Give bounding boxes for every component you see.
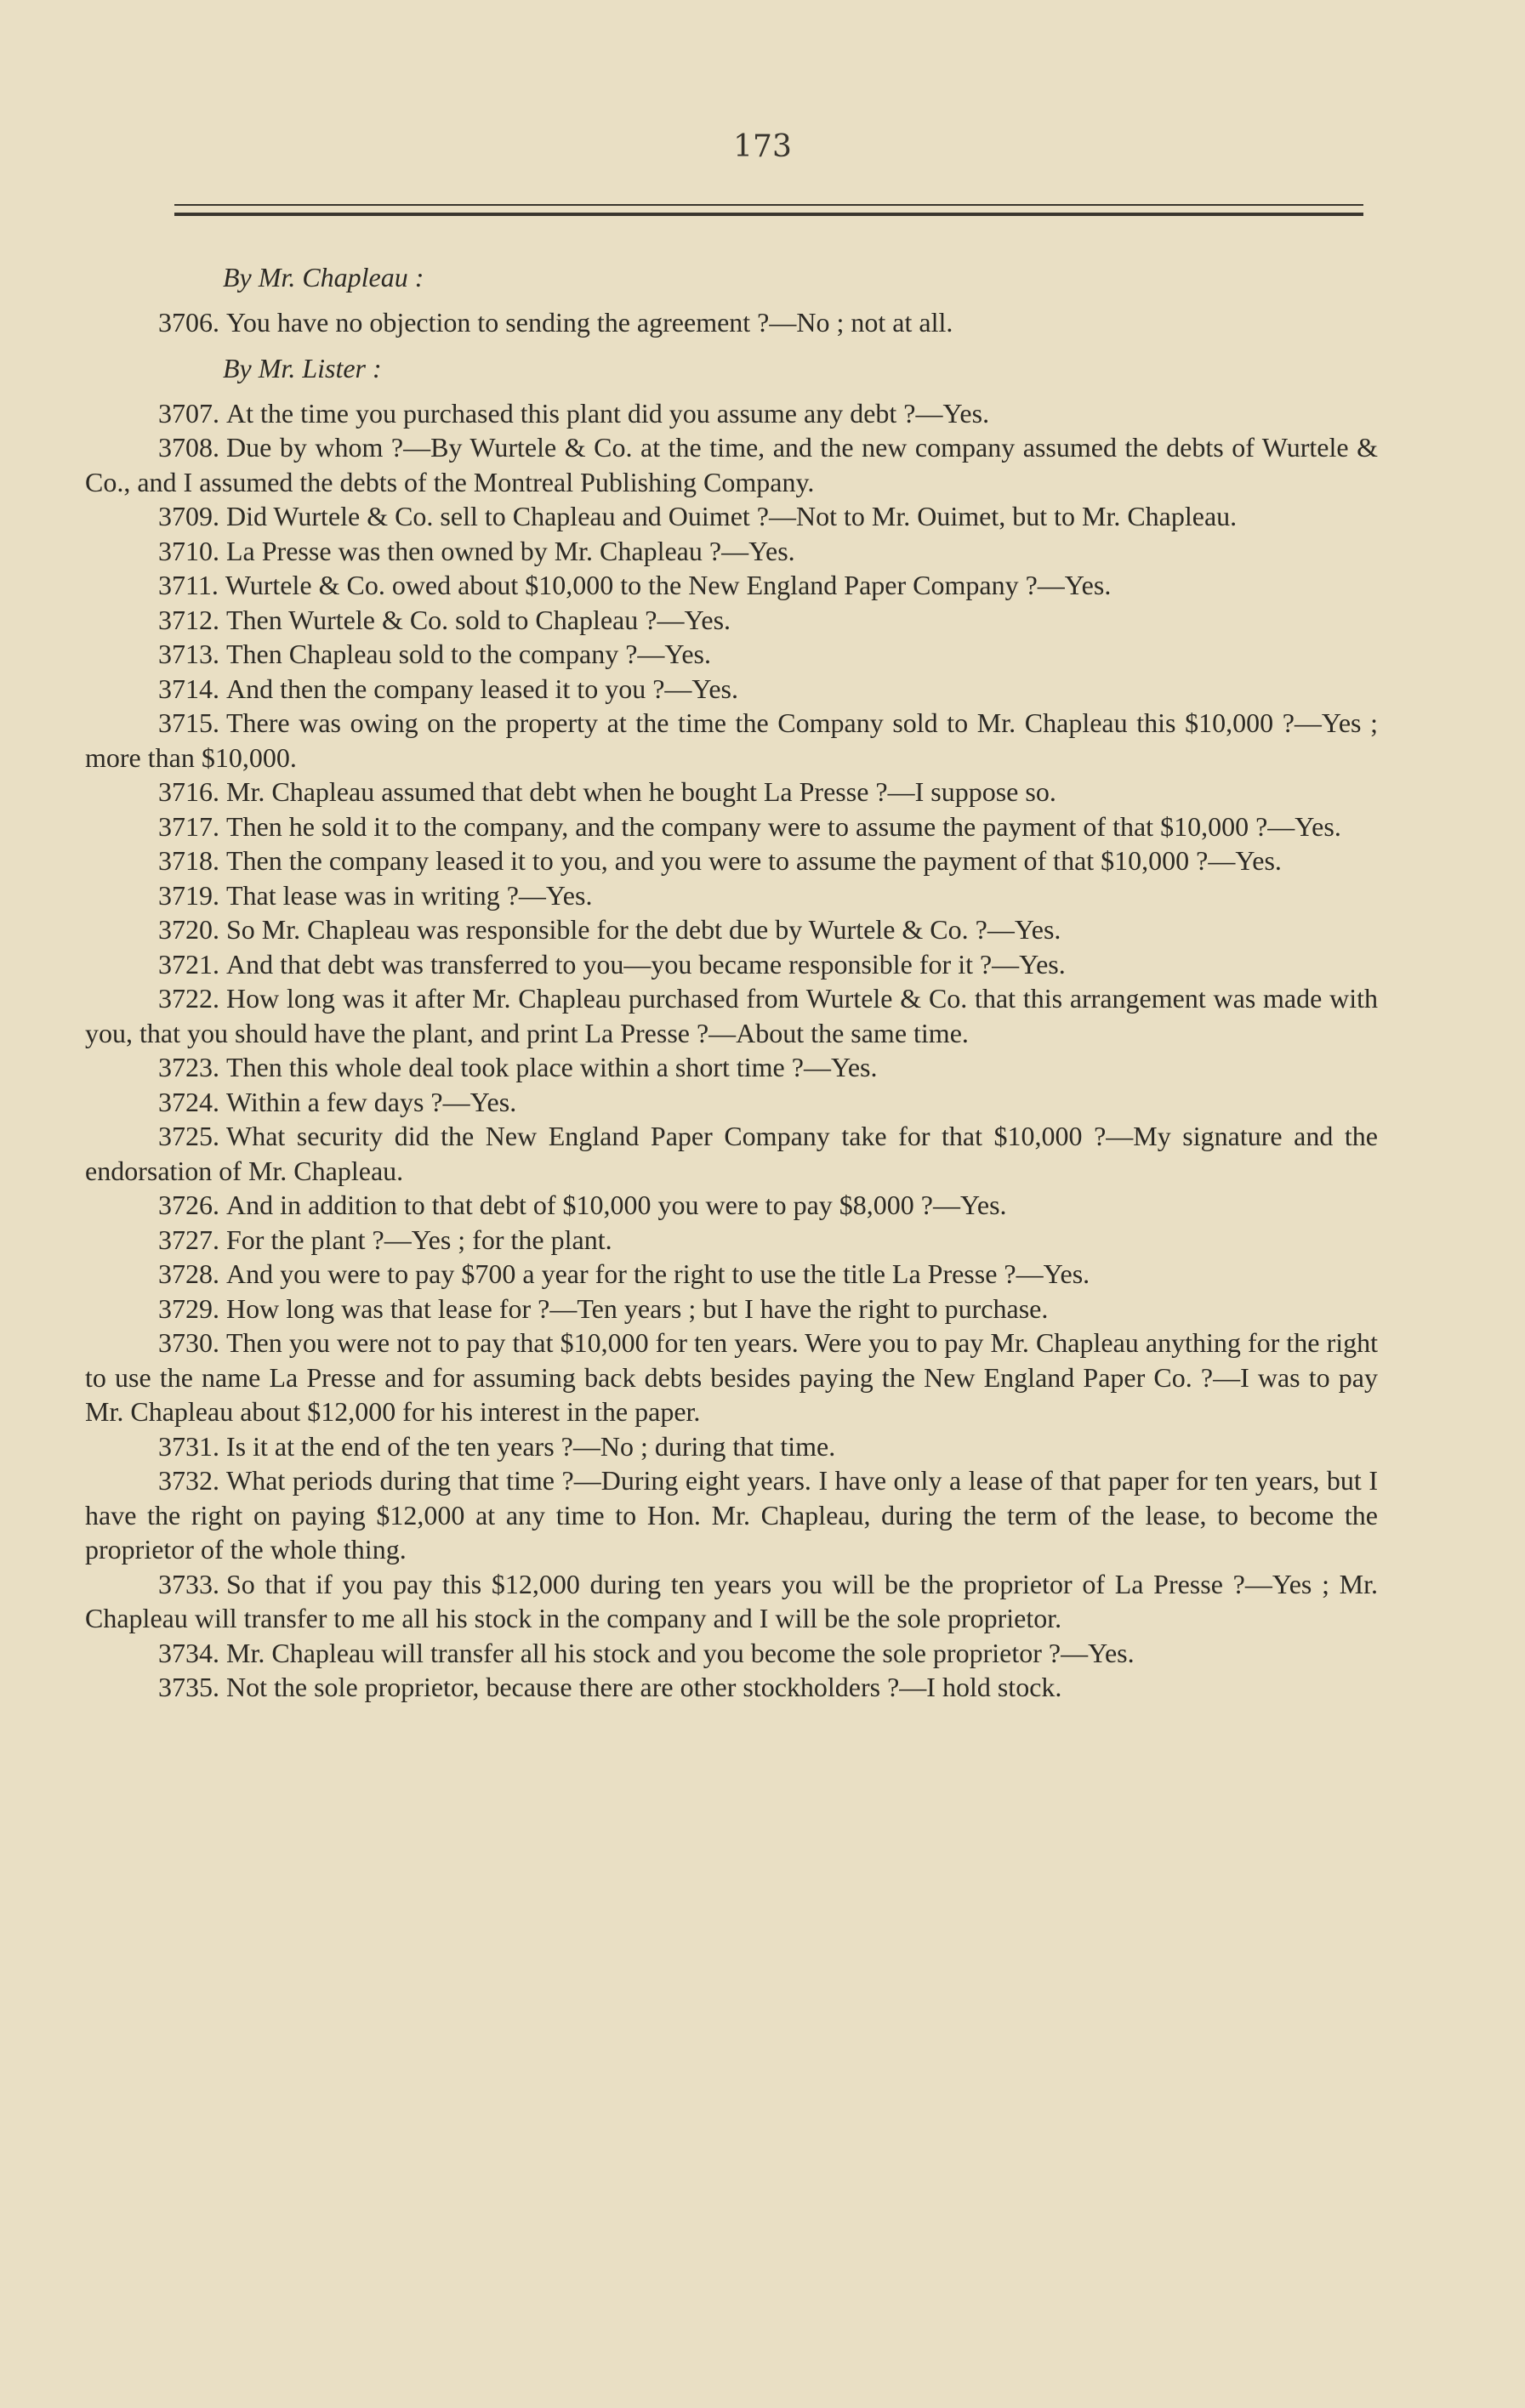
question-answer (85, 1119, 1378, 1188)
question-number: 3720. (158, 914, 219, 945)
question-text: So Mr. Chapleau was responsible for the debt due by Wurtele & Co. ?—Yes. (226, 914, 1061, 945)
question-text: Mr. Chapleau assumed that debt when he bought La Presse ?—I suppose so. (226, 776, 1056, 807)
question-answer (85, 1223, 1378, 1258)
question-number: 3716. (158, 776, 219, 807)
question-text: Did Wurtele & Co. sell to Chapleau and Ouimet ?—Not to Mr. Ouimet, but to Mr. Chapleau. (226, 501, 1238, 531)
question-answer (85, 1050, 1378, 1085)
question-number: 3727. (158, 1224, 219, 1255)
question-text: How long was that lease for ?—Ten years ; but I have the right to purchase. (226, 1292, 1049, 1324)
section-heading: By Mr. Lister : (223, 353, 382, 383)
question-answer (85, 430, 1378, 499)
question-number: 3707. (158, 397, 219, 429)
question-number: 3709. (158, 501, 219, 531)
question-text: At the time you purchased this plant did you assume any debt ?—Yes. (226, 397, 990, 429)
question-number: 3729. (158, 1292, 219, 1324)
question-answer (85, 637, 1378, 672)
question-number: 3715. (158, 707, 219, 738)
question-number: 3722. (158, 983, 219, 1014)
question-answer (85, 1567, 1378, 1636)
question-answer (85, 499, 1378, 534)
question-text: Then the company leased it to you, and you were to assume the payment of that $10,000 ?—Yes. (226, 845, 1282, 876)
question-number: 3728. (158, 1258, 219, 1289)
question-answer (85, 1636, 1378, 1671)
question-text: Then Wurtele & Co. sold to Chapleau ?—Yes. (226, 604, 731, 635)
section-heading: By Mr. Chapleau : (223, 262, 424, 292)
question-text: And you were to pay $700 a year for the right to use the title La Presse ?—Yes. (226, 1258, 1090, 1289)
question-number: 3733. (158, 1568, 219, 1599)
question-answer (85, 947, 1378, 982)
question-number: 3718. (158, 845, 219, 876)
question-number: 3713. (158, 639, 219, 669)
question-answer (85, 568, 1378, 603)
question-answer (85, 981, 1378, 1050)
question-text: That lease was in writing ?—Yes. (226, 879, 593, 911)
question-text: Due by whom ?—By Wurtele & Co. at the time, and the new company assumed the debts of Wurtele & Co., and I assumed the debts of the Montreal Publishing Company. (85, 432, 1378, 497)
question-number: 3724. (158, 1086, 219, 1117)
question-answer (85, 878, 1378, 913)
question-text: And that debt was transferred to you—you became responsible for it ?—Yes. (226, 948, 1066, 980)
question-answer (85, 1429, 1378, 1464)
question-answer (85, 843, 1378, 878)
question-text: There was owing on the property at the time the Company sold to Mr. Chapleau this $10,000 ?—Yes ; more than $10,000. (85, 707, 1378, 773)
question-text: Is it at the end of the ten years ?—No ; during that time. (226, 1430, 836, 1462)
question-answer (85, 1292, 1378, 1326)
question-answer (85, 672, 1378, 707)
question-answer (85, 534, 1378, 569)
question-answer (85, 912, 1378, 947)
question-answer (85, 305, 1378, 340)
question-number: 3717. (158, 810, 219, 842)
question-answer (85, 706, 1378, 775)
question-answer (85, 1670, 1378, 1705)
testimony-body (85, 260, 1378, 1705)
question-answer (85, 1257, 1378, 1292)
question-text: Then he sold it to the company, and the company were to assume the payment of that $10,000 ?—Yes. (226, 810, 1341, 842)
question-number: 3706. (158, 306, 219, 338)
question-text: And in addition to that debt of $10,000 you were to pay $8,000 ?—Yes. (226, 1190, 1007, 1220)
question-number: 3734. (158, 1637, 219, 1668)
question-text: Then you were not to pay that $10,000 for ten years. Were you to pay Mr. Chapleau anything for the right to use the name La Presse and for assuming back debts besides paying the New England Paper Co. ?—I was to pay Mr. Chapleau about $12,000 for his interest in the paper. (85, 1327, 1378, 1427)
question-number: 3730. (158, 1327, 219, 1358)
question-text: Within a few days ?—Yes. (226, 1086, 517, 1117)
question-number: 3719. (158, 879, 219, 911)
question-answer (85, 603, 1378, 638)
question-number: 3721. (158, 948, 219, 980)
question-answer (85, 1326, 1378, 1429)
question-answer (85, 1085, 1378, 1120)
header-rule-thin (174, 204, 1363, 206)
question-text: How long was it after Mr. Chapleau purchased from Wurtele & Co. that this arrangement was made with you, that you should have the plant, and print La Presse ?—About the same time. (85, 983, 1378, 1048)
question-number: 3726. (158, 1190, 219, 1220)
question-text: Wurtele & Co. owed about $10,000 to the New England Paper Company ?—Yes. (225, 570, 1112, 600)
question-number: 3712. (158, 604, 219, 635)
question-answer (85, 396, 1378, 431)
question-text: What periods during that time ?—During eight years. I have only a lease of that paper for ten years, but I have the right on paying $12,000 at any time to Hon. Mr. Chapleau, during the term of the lease, to become the proprietor of the whole thing. (85, 1465, 1378, 1565)
header-rule-thick (174, 213, 1363, 216)
question-text: La Presse was then owned by Mr. Chapleau ?—Yes. (226, 535, 795, 566)
question-number: 3708. (158, 432, 219, 463)
question-number: 3731. (158, 1430, 219, 1462)
question-number: 3710. (158, 535, 219, 566)
page-number: 173 (733, 129, 792, 164)
question-answer (85, 1463, 1378, 1567)
question-number: 3723. (158, 1052, 219, 1082)
question-answer (85, 775, 1378, 809)
question-number: 3732. (158, 1465, 219, 1496)
question-number: 3711. (158, 570, 219, 600)
question-text: You have no objection to sending the agreement ?—No ; not at all. (226, 306, 953, 338)
question-number: 3714. (158, 673, 219, 704)
question-number: 3725. (158, 1121, 219, 1151)
question-text: Then this whole deal took place within a short time ?—Yes. (226, 1052, 878, 1082)
question-text: For the plant ?—Yes ; for the plant. (226, 1224, 612, 1255)
question-text: What security did the New England Paper Company take for that $10,000 ?—My signature and the endorsation of Mr. Chapleau. (85, 1121, 1378, 1186)
question-text: So that if you pay this $12,000 during ten years you will be the proprietor of La Presse ?—Yes ; Mr. Chapleau will transfer to me all his stock in the company and I will be the sole proprietor. (85, 1568, 1378, 1633)
question-text: Not the sole proprietor, because there are other stockholders ?—I hold stock. (226, 1672, 1062, 1702)
question-number: 3735. (158, 1672, 219, 1702)
question-text: Mr. Chapleau will transfer all his stock and you become the sole proprietor ?—Yes. (226, 1637, 1135, 1668)
question-text: Then Chapleau sold to the company ?—Yes. (226, 639, 711, 669)
question-answer (85, 1188, 1378, 1223)
question-text: And then the company leased it to you ?—Yes. (226, 673, 738, 704)
question-answer (85, 809, 1378, 844)
